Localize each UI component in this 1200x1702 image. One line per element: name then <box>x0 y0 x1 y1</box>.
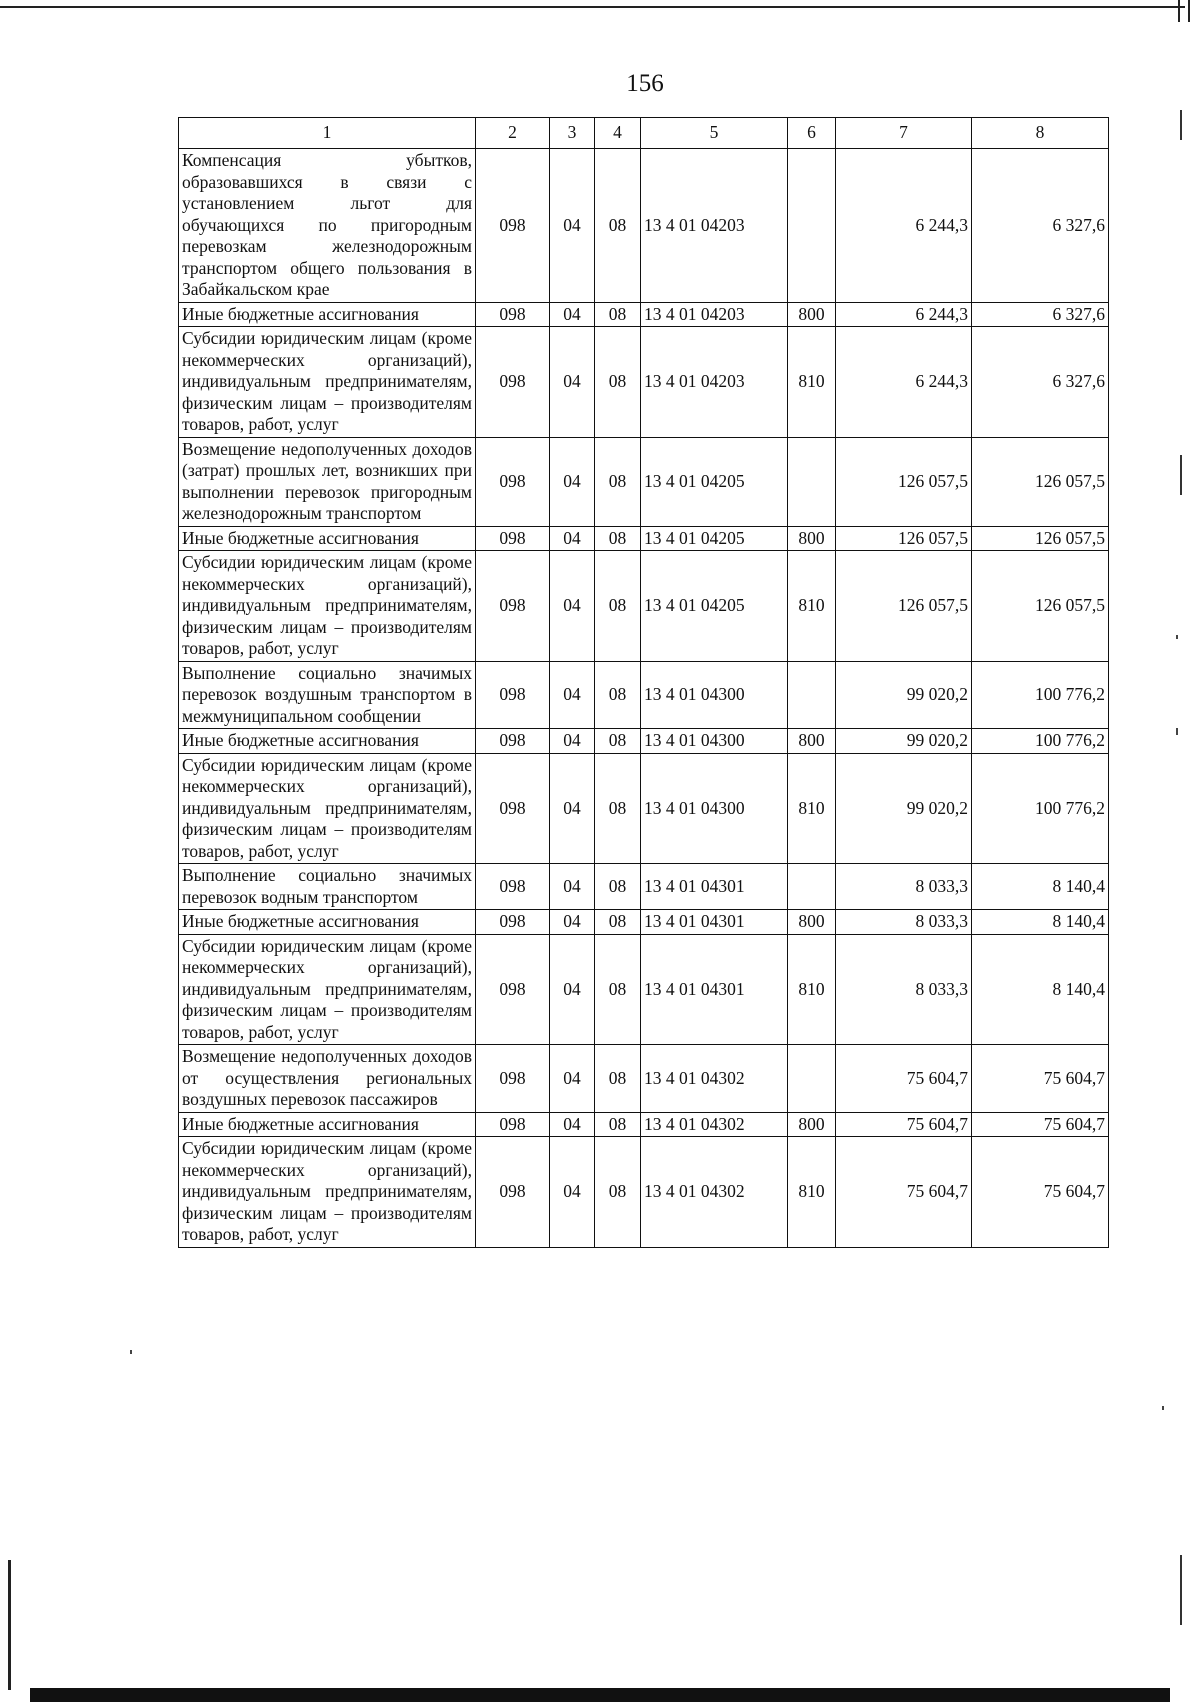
item-description-cell: Иные бюджетные ассигнования <box>179 526 476 551</box>
target-article-cell: 13 4 01 04302 <box>641 1137 788 1248</box>
amount-col7-cell: 99 020,2 <box>836 661 972 729</box>
amount-col7-cell: 6 244,3 <box>836 302 972 327</box>
scan-edge-line <box>1180 110 1182 140</box>
amount-col7-cell: 99 020,2 <box>836 729 972 754</box>
table-row <box>179 661 1109 729</box>
target-article-cell: 13 4 01 04301 <box>641 864 788 910</box>
table-row <box>179 910 1109 935</box>
scan-edge-line <box>8 1560 11 1690</box>
ministry-code-cell: 098 <box>476 910 550 935</box>
section-code-cell: 04 <box>550 864 595 910</box>
table-body <box>179 149 1109 1248</box>
expense-type-cell <box>788 661 836 729</box>
item-description-cell: Субсидии юридическим лицам (кроме некоммерческих организаций), индивидуальным предпринимателям, физическим лицам – производителям товаров, работ, услуг <box>179 934 476 1045</box>
section-code-cell: 04 <box>550 1045 595 1113</box>
amount-col8-cell: 8 140,4 <box>972 864 1109 910</box>
column-header: 2 <box>476 118 550 149</box>
expense-type-cell <box>788 864 836 910</box>
scan-speck <box>1176 728 1178 735</box>
ministry-code-cell: 098 <box>476 729 550 754</box>
target-article-cell: 13 4 01 04300 <box>641 661 788 729</box>
table-row <box>179 1137 1109 1248</box>
amount-col8-cell: 100 776,2 <box>972 729 1109 754</box>
subsection-code-cell: 08 <box>595 149 641 303</box>
expense-type-cell: 800 <box>788 729 836 754</box>
item-description-cell: Иные бюджетные ассигнования <box>179 910 476 935</box>
column-header: 5 <box>641 118 788 149</box>
expense-type-cell <box>788 149 836 303</box>
column-header: 1 <box>179 118 476 149</box>
ministry-code-cell: 098 <box>476 1112 550 1137</box>
target-article-cell: 13 4 01 04205 <box>641 437 788 526</box>
amount-col8-cell: 100 776,2 <box>972 753 1109 864</box>
amount-col7-cell: 99 020,2 <box>836 753 972 864</box>
scan-edge-line <box>0 6 1185 8</box>
table-row <box>179 1045 1109 1113</box>
table-row <box>179 1112 1109 1137</box>
scan-corner-mark <box>1178 0 1190 22</box>
column-header: 4 <box>595 118 641 149</box>
subsection-code-cell: 08 <box>595 661 641 729</box>
target-article-cell: 13 4 01 04203 <box>641 302 788 327</box>
scan-edge-line <box>1180 1555 1182 1625</box>
item-description-cell: Иные бюджетные ассигнования <box>179 729 476 754</box>
section-code-cell: 04 <box>550 661 595 729</box>
target-article-cell: 13 4 01 04205 <box>641 526 788 551</box>
column-header: 3 <box>550 118 595 149</box>
expense-type-cell <box>788 1045 836 1113</box>
target-article-cell: 13 4 01 04301 <box>641 910 788 935</box>
ministry-code-cell: 098 <box>476 1045 550 1113</box>
amount-col8-cell: 6 327,6 <box>972 149 1109 303</box>
target-article-cell: 13 4 01 04300 <box>641 753 788 864</box>
scan-speck <box>130 1350 132 1354</box>
amount-col8-cell: 8 140,4 <box>972 934 1109 1045</box>
expense-type-cell: 810 <box>788 1137 836 1248</box>
expense-type-cell: 810 <box>788 934 836 1045</box>
section-code-cell: 04 <box>550 934 595 1045</box>
scan-bottom-edge <box>30 1688 1170 1702</box>
item-description-cell: Субсидии юридическим лицам (кроме некоммерческих организаций), индивидуальным предпринимателям, физическим лицам – производителям товаров, работ, услуг <box>179 753 476 864</box>
expense-type-cell <box>788 437 836 526</box>
expense-type-cell: 810 <box>788 327 836 438</box>
expense-type-cell: 800 <box>788 1112 836 1137</box>
ministry-code-cell: 098 <box>476 302 550 327</box>
ministry-code-cell: 098 <box>476 551 550 662</box>
table-row <box>179 753 1109 864</box>
amount-col8-cell: 75 604,7 <box>972 1112 1109 1137</box>
section-code-cell: 04 <box>550 327 595 438</box>
amount-col7-cell: 126 057,5 <box>836 551 972 662</box>
ministry-code-cell: 098 <box>476 149 550 303</box>
amount-col7-cell: 75 604,7 <box>836 1137 972 1248</box>
target-article-cell: 13 4 01 04203 <box>641 149 788 303</box>
scan-speck <box>1176 635 1178 639</box>
target-article-cell: 13 4 01 04205 <box>641 551 788 662</box>
amount-col8-cell: 126 057,5 <box>972 437 1109 526</box>
table-row <box>179 934 1109 1045</box>
section-code-cell: 04 <box>550 437 595 526</box>
item-description-cell: Выполнение социально значимых перевозок воздушным транспортом в межмуниципальном сообщении <box>179 661 476 729</box>
target-article-cell: 13 4 01 04203 <box>641 327 788 438</box>
target-article-cell: 13 4 01 04301 <box>641 934 788 1045</box>
target-article-cell: 13 4 01 04302 <box>641 1045 788 1113</box>
scan-edge-line <box>1180 455 1182 495</box>
amount-col8-cell: 126 057,5 <box>972 551 1109 662</box>
item-description-cell: Возмещение недополученных доходов от осуществления региональных воздушных перевозок пассажиров <box>179 1045 476 1113</box>
amount-col8-cell: 8 140,4 <box>972 910 1109 935</box>
amount-col8-cell: 75 604,7 <box>972 1137 1109 1248</box>
subsection-code-cell: 08 <box>595 302 641 327</box>
amount-col8-cell: 75 604,7 <box>972 1045 1109 1113</box>
budget-table <box>178 117 1109 1248</box>
scan-speck <box>1162 1406 1164 1410</box>
amount-col7-cell: 75 604,7 <box>836 1112 972 1137</box>
subsection-code-cell: 08 <box>595 437 641 526</box>
amount-col8-cell: 6 327,6 <box>972 327 1109 438</box>
section-code-cell: 04 <box>550 302 595 327</box>
ministry-code-cell: 098 <box>476 661 550 729</box>
section-code-cell: 04 <box>550 1112 595 1137</box>
subsection-code-cell: 08 <box>595 1045 641 1113</box>
item-description-cell: Возмещение недополученных доходов (затрат) прошлых лет, возникших при выполнении перевозок пригородным железнодорожным транспортом <box>179 437 476 526</box>
section-code-cell: 04 <box>550 753 595 864</box>
column-header: 7 <box>836 118 972 149</box>
subsection-code-cell: 08 <box>595 753 641 864</box>
table-row <box>179 302 1109 327</box>
subsection-code-cell: 08 <box>595 910 641 935</box>
ministry-code-cell: 098 <box>476 753 550 864</box>
amount-col7-cell: 126 057,5 <box>836 526 972 551</box>
amount-col7-cell: 8 033,3 <box>836 910 972 935</box>
amount-col7-cell: 126 057,5 <box>836 437 972 526</box>
expense-type-cell: 800 <box>788 910 836 935</box>
column-header: 8 <box>972 118 1109 149</box>
amount-col7-cell: 75 604,7 <box>836 1045 972 1113</box>
table-row <box>179 729 1109 754</box>
subsection-code-cell: 08 <box>595 864 641 910</box>
page-number: 156 <box>626 70 664 97</box>
table-row <box>179 437 1109 526</box>
item-description-cell: Выполнение социально значимых перевозок водным транспортом <box>179 864 476 910</box>
expense-type-cell: 810 <box>788 753 836 864</box>
subsection-code-cell: 08 <box>595 526 641 551</box>
section-code-cell: 04 <box>550 526 595 551</box>
expense-type-cell: 800 <box>788 302 836 327</box>
subsection-code-cell: 08 <box>595 1137 641 1248</box>
expense-type-cell: 800 <box>788 526 836 551</box>
table-row <box>179 526 1109 551</box>
amount-col8-cell: 126 057,5 <box>972 526 1109 551</box>
subsection-code-cell: 08 <box>595 551 641 662</box>
target-article-cell: 13 4 01 04302 <box>641 1112 788 1137</box>
column-header: 6 <box>788 118 836 149</box>
expense-type-cell: 810 <box>788 551 836 662</box>
item-description-cell: Иные бюджетные ассигнования <box>179 302 476 327</box>
section-code-cell: 04 <box>550 149 595 303</box>
subsection-code-cell: 08 <box>595 729 641 754</box>
table-row <box>179 551 1109 662</box>
section-code-cell: 04 <box>550 551 595 662</box>
item-description-cell: Компенсация убытков, образовавшихся в связи с установлением льгот для обучающихся по пригородным перевозкам железнодорожным транспортом общего пользования в Забайкальском крае <box>179 149 476 303</box>
ministry-code-cell: 098 <box>476 437 550 526</box>
table-row <box>179 864 1109 910</box>
item-description-cell: Иные бюджетные ассигнования <box>179 1112 476 1137</box>
section-code-cell: 04 <box>550 910 595 935</box>
item-description-cell: Субсидии юридическим лицам (кроме некоммерческих организаций), индивидуальным предпринимателям, физическим лицам – производителям товаров, работ, услуг <box>179 1137 476 1248</box>
section-code-cell: 04 <box>550 1137 595 1248</box>
section-code-cell: 04 <box>550 729 595 754</box>
amount-col7-cell: 6 244,3 <box>836 149 972 303</box>
subsection-code-cell: 08 <box>595 934 641 1045</box>
item-description-cell: Субсидии юридическим лицам (кроме некоммерческих организаций), индивидуальным предпринимателям, физическим лицам – производителям товаров, работ, услуг <box>179 327 476 438</box>
ministry-code-cell: 098 <box>476 864 550 910</box>
item-description-cell: Субсидии юридическим лицам (кроме некоммерческих организаций), индивидуальным предпринимателям, физическим лицам – производителям товаров, работ, услуг <box>179 551 476 662</box>
table-row <box>179 327 1109 438</box>
ministry-code-cell: 098 <box>476 526 550 551</box>
table-header-row <box>179 118 1109 149</box>
amount-col7-cell: 8 033,3 <box>836 934 972 1045</box>
amount-col7-cell: 8 033,3 <box>836 864 972 910</box>
amount-col7-cell: 6 244,3 <box>836 327 972 438</box>
amount-col8-cell: 100 776,2 <box>972 661 1109 729</box>
subsection-code-cell: 08 <box>595 327 641 438</box>
table-row <box>179 149 1109 303</box>
ministry-code-cell: 098 <box>476 327 550 438</box>
ministry-code-cell: 098 <box>476 1137 550 1248</box>
amount-col8-cell: 6 327,6 <box>972 302 1109 327</box>
subsection-code-cell: 08 <box>595 1112 641 1137</box>
ministry-code-cell: 098 <box>476 934 550 1045</box>
target-article-cell: 13 4 01 04300 <box>641 729 788 754</box>
